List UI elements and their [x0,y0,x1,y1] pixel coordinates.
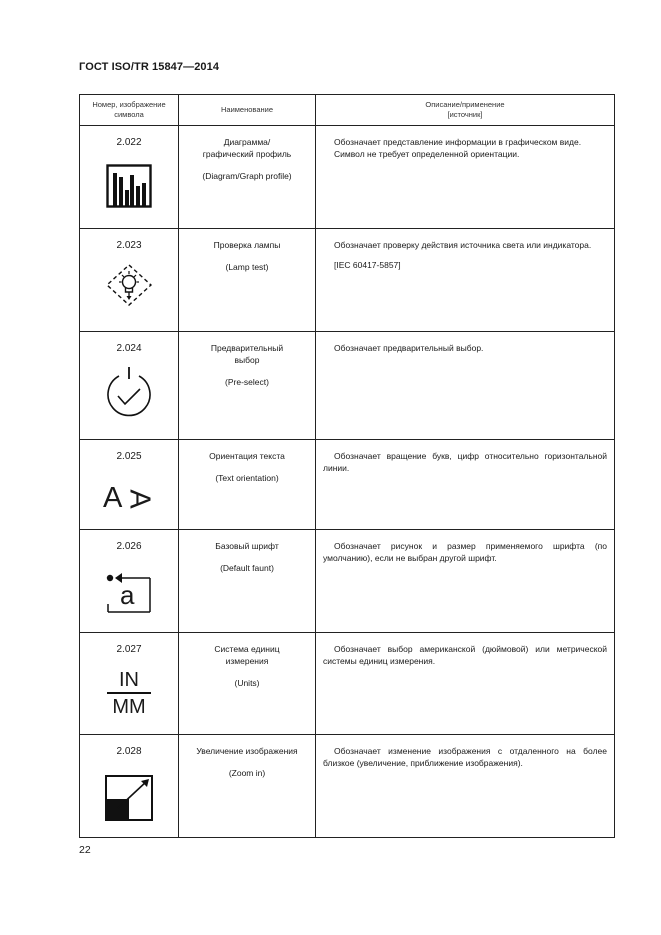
symbol-name-en: (Text orientation) [215,473,279,483]
lamp-test-icon [104,263,154,307]
description-text: Обозначает представление информации в графическом виде. [334,137,582,147]
symbol-number: 2.027 [116,644,142,655]
symbol-name-ru: Диаграмма/ [223,137,271,147]
name-cell [179,126,316,229]
symbol-name-ru-cont: графический профиль [202,149,292,159]
units-icon [107,669,151,718]
header-name: Наименование [179,95,316,126]
description-cell [316,229,615,332]
header-number [80,95,179,126]
number-cell [80,332,179,440]
table-header-row [80,95,615,126]
number-cell [80,735,179,838]
icon-letter-a: a [120,580,135,610]
symbol-name-ru: Предварительный [210,343,284,353]
table-row [80,530,615,633]
table-row [80,633,615,735]
description-text: Обозначает рисунок и размер применяемого шрифта (по умолчанию), если не выбран другой шрифт. [323,541,607,563]
symbol-name-en: (Zoom in) [228,768,266,778]
header-number-line1: Номер, изображение [92,100,166,109]
symbol-name-ru: Базовый шрифт [215,541,279,551]
diagram-graph-icon [106,164,152,208]
table-row [80,126,615,229]
name-cell [179,332,316,440]
header-desc-line2: [источник] [447,110,483,119]
name-cell [179,530,316,633]
icon-letter-upright: A [103,482,123,514]
description-text-2: Символ не требует определенной ориентации. [334,149,520,159]
symbol-name-ru: Система единиц [214,644,280,654]
pre-select-icon [104,366,154,418]
header-number-line2: символа [114,110,144,119]
description-text: Обозначает вращение букв, цифр относительно горизонтальной линии. [323,451,607,473]
zoom-in-icon [105,775,153,821]
fraction-bar [107,692,151,694]
table-row [80,440,615,530]
header-desc-line1: Описание/применение [425,100,505,109]
symbol-number: 2.025 [116,451,142,462]
symbol-number: 2.024 [116,343,142,354]
units-icon-top: IN [119,669,139,691]
page-number: 22 [79,844,91,856]
number-cell [80,530,179,633]
description-text: Обозначает выбор американской (дюймовой) или метрической системы единиц измерения. [323,644,607,666]
name-cell [179,633,316,735]
symbol-name-en: (Pre-select) [225,377,269,387]
description-text: Обозначает проверку действия источника света или индикатора. [334,240,592,250]
text-orientation-icon [103,482,155,516]
name-cell [179,440,316,530]
symbol-name-ru: Увеличение изображения [196,746,298,756]
description-text: Обозначает изменение изображения с отдаленного на более близкое (увеличение, приближение изображения). [323,746,607,768]
number-cell [80,440,179,530]
symbol-name-en: (Diagram/Graph profile) [202,171,292,181]
units-icon-bottom: MM [112,696,146,718]
description-cell [316,126,615,229]
description-cell [316,332,615,440]
description-cell [316,633,615,735]
number-cell [80,126,179,229]
symbol-number: 2.023 [116,240,142,251]
symbol-name-en: (Lamp test) [225,262,269,272]
description-cell [316,440,615,530]
description-cell [316,530,615,633]
name-cell [179,735,316,838]
icon-letter-rotated: A [123,489,156,509]
symbol-name-en: (Units) [234,678,260,688]
symbol-name-ru: Ориентация текста [209,451,285,461]
source-reference: [IEC 60417-5857] [334,260,401,270]
table-row [80,735,615,838]
description-cell [316,735,615,838]
symbol-name-en: (Default faunt) [220,563,274,573]
symbol-number: 2.022 [116,137,142,148]
symbol-number: 2.028 [116,746,142,757]
symbol-name-ru: Проверка лампы [213,240,281,250]
table-row [80,332,615,440]
table-row [80,229,615,332]
symbol-number: 2.026 [116,541,142,552]
standard-title: ГОСТ ISO/TR 15847—2014 [79,61,220,73]
symbol-name-ru-cont: выбор [234,355,260,365]
header-description [316,95,615,126]
number-cell [80,633,179,735]
name-cell [179,229,316,332]
number-cell [80,229,179,332]
description-text: Обозначает предварительный выбор. [334,343,484,353]
default-font-icon [104,570,154,614]
symbol-name-ru-cont: измерения [225,656,269,666]
symbols-table [79,94,615,838]
